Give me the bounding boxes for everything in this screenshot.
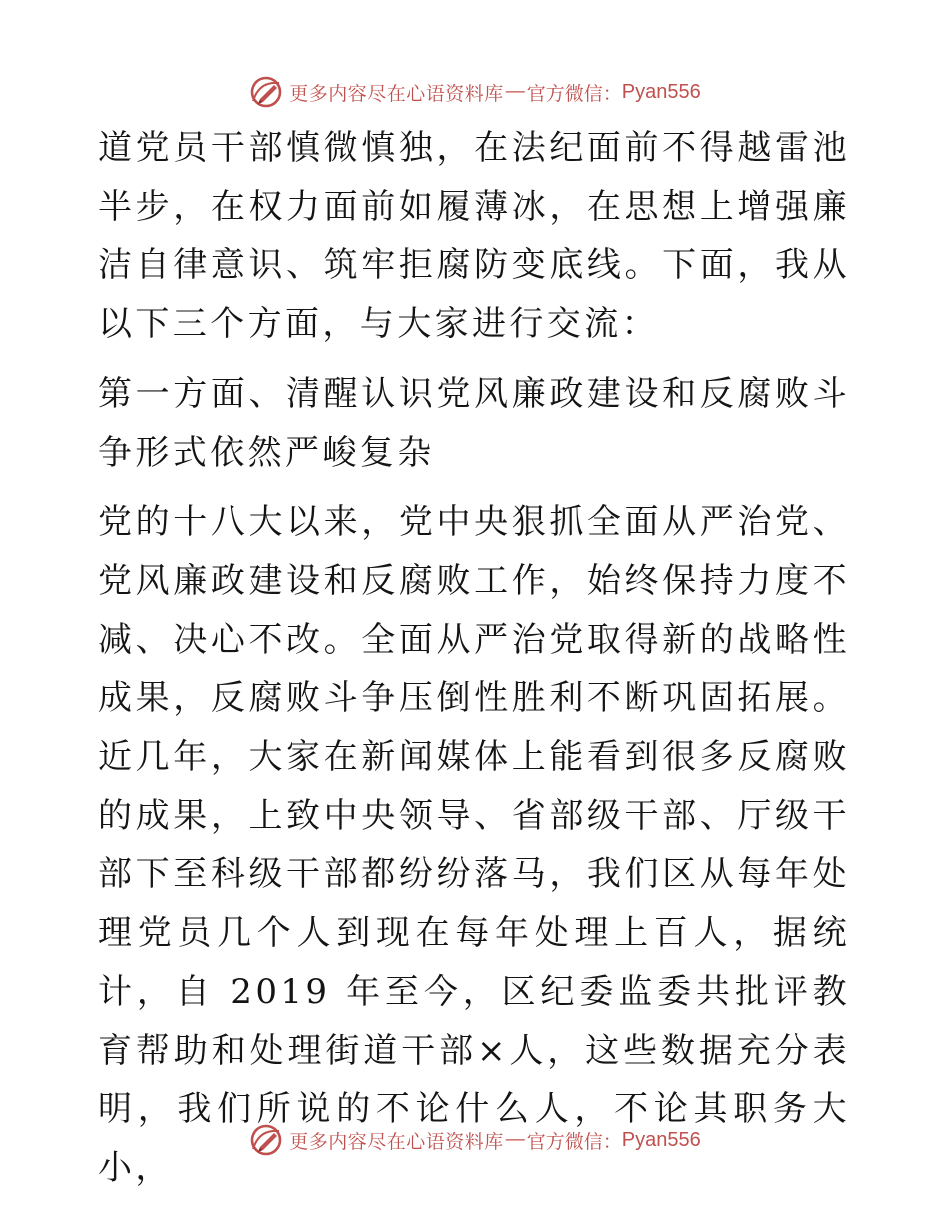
pen-logo-icon xyxy=(249,1123,283,1157)
watermark-separator: — xyxy=(505,1129,525,1150)
watermark-wechat-id: Pyan556 xyxy=(621,1128,701,1151)
paragraph-body: 党的十八大以来，党中央狠抓全面从严治党、党风廉政建设和反腐败工作，始终保持力度不减、决心不改。全面从严治党取得新的战略性成果，反腐败斗争压倒性胜利不断巩固拓展。近几年，大家在新闻媒体上能看到很多反腐败的成果，上致中央领导、省部级干部、厅级干部下至科级干部都纷纷落马，我们区从每年处理党员几个人到现在每年处理上百人，据统计，自 2019 年至今，区纪委监委共批评教育帮助和处理街道干部×人，这些数据充分表明，我们所说的不论什么人，不论其职务大小， xyxy=(98,502,850,1188)
section-heading-first-aspect: 第一方面、清醒认识党风廉政建设和反腐败斗争形式依然严峻复杂 xyxy=(98,373,850,473)
pen-logo-icon xyxy=(249,75,283,109)
watermark-wechat-label: 官方微信： xyxy=(526,82,622,105)
document-body xyxy=(98,119,850,1198)
watermark-brand-text: 更多内容尽在心语资料库 xyxy=(289,1130,504,1153)
watermark-brand-text: 更多内容尽在心语资料库 xyxy=(289,82,504,105)
watermark-wechat-label: 官方微信： xyxy=(526,1130,622,1153)
watermark-wechat-id: Pyan556 xyxy=(621,80,701,103)
header-watermark xyxy=(0,72,950,112)
footer-watermark xyxy=(0,1120,950,1160)
watermark-separator: — xyxy=(505,81,525,102)
paragraph-intro-continuation: 道党员干部慎微慎独，在法纪面前不得越雷池半步，在权力面前如履薄冰，在思想上增强廉洁自律意识、筑牢拒腐防变底线。下面，我从以下三个方面，与大家进行交流： xyxy=(98,128,850,345)
